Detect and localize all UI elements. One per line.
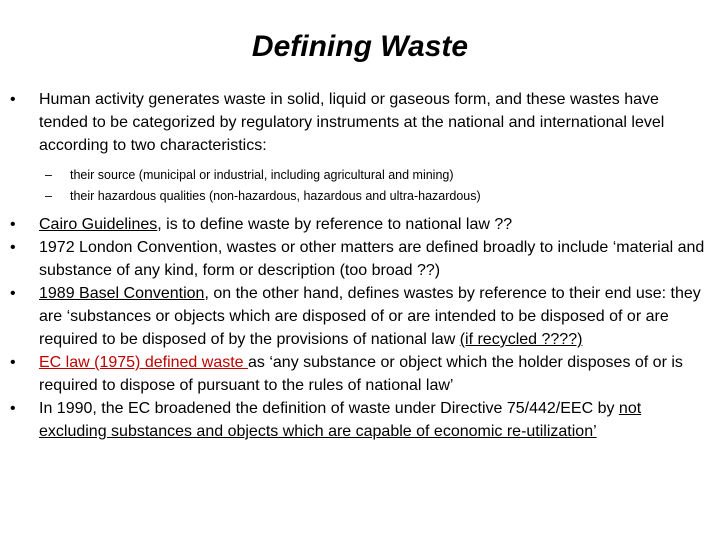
bullet-marker: •: [10, 216, 16, 233]
dash-marker: –: [45, 168, 52, 182]
bullet-text: , on the other hand, defines wastes by reference to their end use: they are ‘substances or objects which are disposed of or are intended to be disposed of or are required to be disposed of by the provisions of national law: [39, 285, 701, 348]
bullet-item: [10, 397, 706, 443]
bullet-item: [10, 351, 706, 397]
bullet-marker: •: [10, 354, 16, 371]
bullet-item: [10, 213, 706, 236]
dash-marker: –: [45, 189, 52, 203]
reutilization-note: not excluding substances and objects which are capable of economic re-utilization’: [39, 400, 642, 440]
bullet-marker: •: [10, 400, 16, 417]
bullet-marker: •: [10, 91, 16, 108]
sub-item-text: their hazardous qualities (non-hazardous, hazardous and ultra-hazardous): [70, 189, 481, 203]
bullet-marker: •: [10, 239, 16, 256]
bullet-text: as ‘any substance or object which the holder disposes of or is required to dispose of pursuant to the rules of national law’: [39, 354, 683, 394]
sub-list: [10, 165, 706, 207]
basel-convention-link[interactable]: 1989 Basel Convention: [39, 285, 205, 302]
cairo-guidelines-link[interactable]: Cairo Guidelines: [39, 216, 158, 233]
bullet-item: [10, 236, 706, 282]
bullet-item: [10, 88, 706, 157]
bullet-text: Human activity generates waste in solid, liquid or gaseous form, and these wastes have tended to be categorized by regulatory instruments at the national and international level according to two characteristics:: [39, 91, 665, 154]
ec-law-link[interactable]: EC law (1975) defined waste: [39, 354, 248, 371]
sub-item: [10, 165, 706, 186]
sub-item-text: their source (municipal or industrial, including agricultural and mining): [70, 168, 454, 182]
bullet-text: 1972 London Convention, wastes or other matters are defined broadly to include ‘material and substance of any kind, form or description (too broad ??): [39, 239, 705, 279]
recycled-note: (if recycled ????): [459, 331, 583, 348]
bullet-text: , is to define waste by reference to national law ??: [157, 216, 513, 233]
sub-item: [10, 186, 706, 207]
bullet-text: In 1990, the EC broadened the definition of waste under Directive 75/442/EEC by: [39, 400, 619, 417]
slide-title: Defining Waste: [251, 30, 469, 63]
bullet-marker: •: [10, 285, 16, 302]
bullet-list: [10, 88, 706, 443]
bullet-item: [10, 282, 706, 351]
